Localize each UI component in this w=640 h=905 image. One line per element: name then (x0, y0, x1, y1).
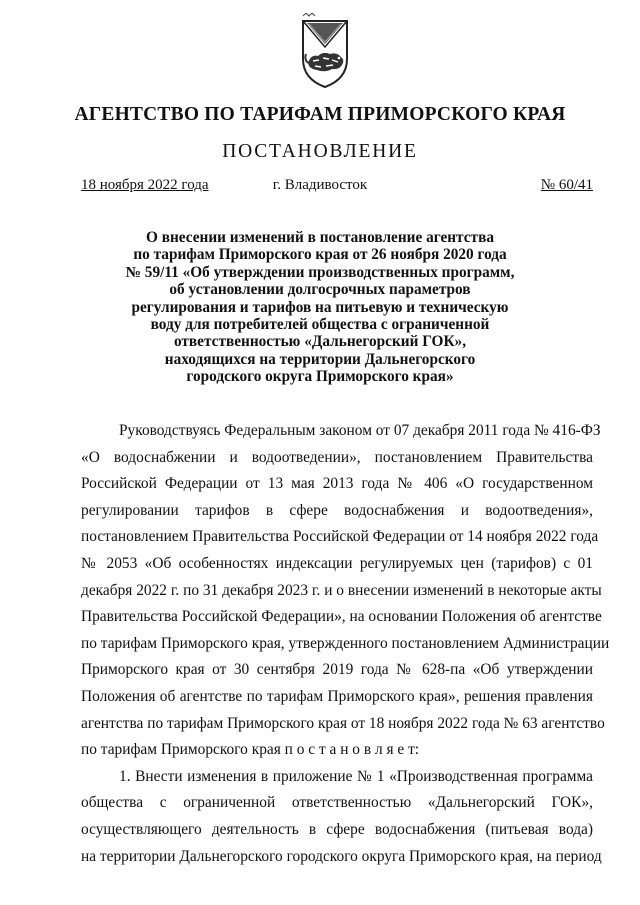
body-line: Руководствуясь Федеральным законом от 07 декабря 2011 года № 416-ФЗ (119, 422, 601, 439)
title-line: городского округа Приморского края» (186, 368, 454, 386)
body-line: «О водоснабжении и водоотведении», постановлением Правительства (81, 448, 593, 466)
body-line: Положения об агентстве по тарифам Приморского края», решения правления (81, 687, 593, 705)
title-line: находящихся на территории Дальнегорского (164, 350, 476, 368)
title-line: № 59/11 «Об утверждении производственных программ, (125, 263, 515, 281)
coat-of-arms-icon (299, 13, 351, 91)
body-line: № 2053 «Об особенностях индексации регулируемых цен (тарифов) с 01 (81, 554, 593, 572)
body-line: Правительства Российской Федерации», на основании Положения об агентстве (81, 608, 602, 626)
resolution-title (100, 229, 540, 386)
document-type: ПОСТАНОВЛЕНИЕ (222, 141, 418, 162)
title-line: об установлении долгосрочных параметров (169, 281, 471, 299)
body-line: Приморского края от 30 сентября 2019 года № 628-па «Об утверждении (81, 661, 593, 679)
title-line: воду для потребителей общества с ограниченной (150, 316, 490, 334)
body-line: постановлением Правительства Российской Федерации от 14 ноября 2022 года (81, 528, 599, 546)
title-line: О внесении изменений в постановление агентства (146, 229, 494, 246)
document-date: 18 ноября 2022 года (81, 177, 209, 193)
body-line: регулировании тарифов в сфере водоснабжения и водоотведения», (81, 501, 593, 519)
body-line: декабря 2022 г. по 31 декабря 2023 г. и о внесении изменений в некоторые акты (81, 581, 602, 599)
resolution-body (81, 418, 610, 870)
title-line: ответственностью «Дальнегорский ГОК», (173, 333, 467, 351)
body-line: по тарифам Приморского края п о с т а н о в л я е т: (81, 741, 420, 759)
body-line: агентства по тарифам Приморского края от 18 ноября 2022 года № 63 агентство (81, 714, 605, 732)
body-line: осуществляющего деятельность в сфере водоснабжения (питьевая вода) (81, 820, 593, 838)
body-line: на территории Дальнегорского городского округа Приморского края, на период (81, 847, 602, 865)
document-city: г. Владивосток (272, 177, 368, 193)
body-line: 1. Внести изменения в приложение № 1 «Производственная программа (119, 767, 593, 785)
title-line: регулирования и тарифов на питьевую и техническую (131, 298, 509, 316)
body-line: по тарифам Приморского края, утвержденного постановлением Администрации (81, 634, 610, 652)
body-line: общества с ограниченной ответственностью «Дальнегорский ГОК», (81, 794, 593, 812)
title-line: по тарифам Приморского края от 26 ноября 2020 года (133, 246, 507, 264)
body-line: Российской Федерации от 13 мая 2013 года № 406 «О государственном (81, 475, 593, 493)
document-number: № 60/41 (540, 177, 593, 193)
agency-name: АГЕНТСТВО ПО ТАРИФАМ ПРИМОРСКОГО КРАЯ (74, 104, 566, 125)
